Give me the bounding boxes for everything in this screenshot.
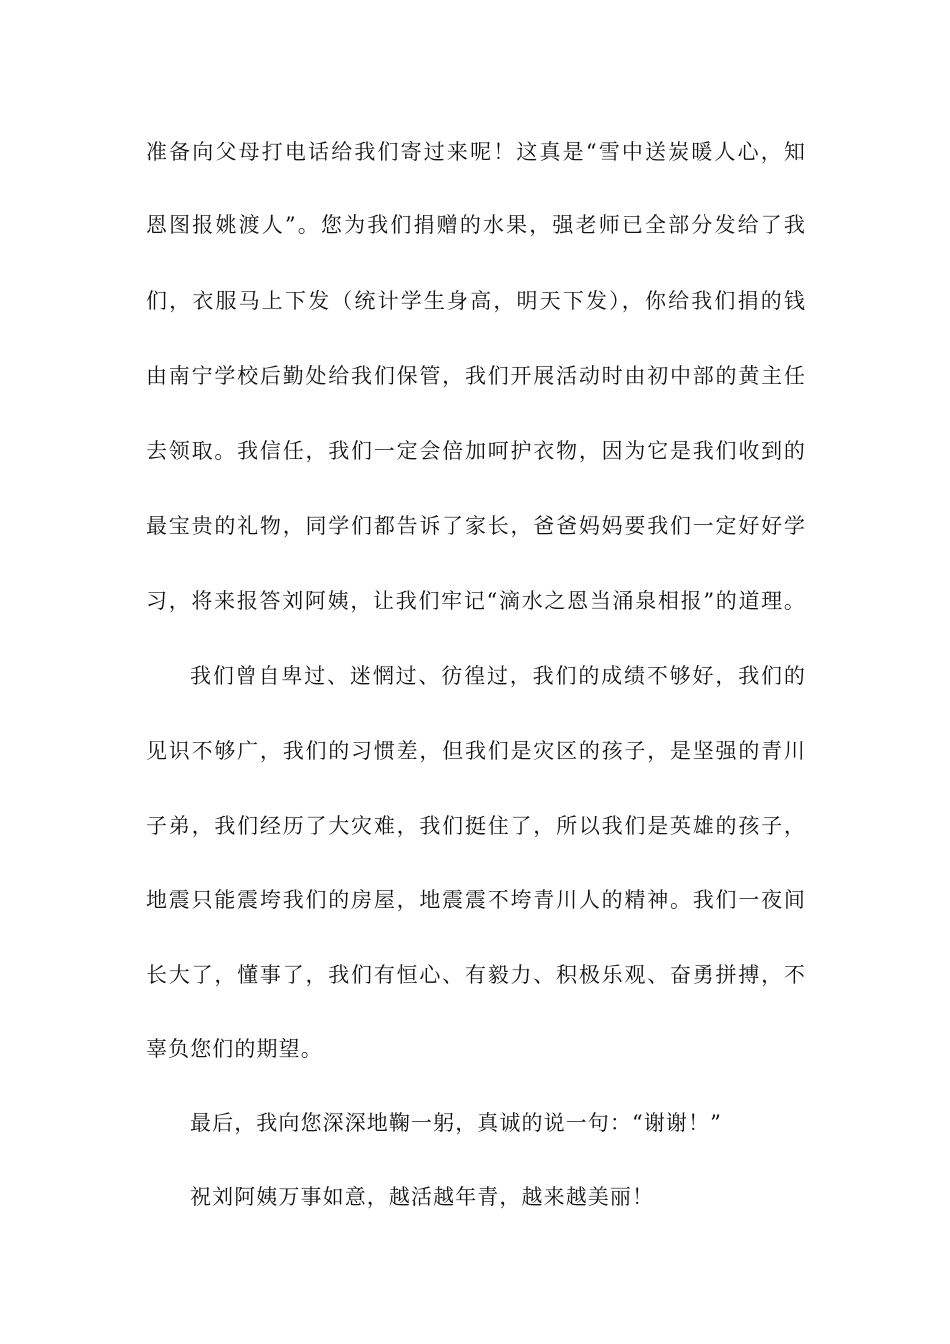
paragraph-first-line: 最后，我向您深深地鞠一躬，真诚的说一句：“谢谢！” <box>190 1111 722 1135</box>
closing-line: 祝刘阿姨万事如意，越活越年青，越来越美丽！ <box>190 1185 655 1209</box>
text-line: 地震只能震垮我们的房屋，地震震不垮青川人的精神。我们一夜间 <box>146 888 806 912</box>
text-line: 们，衣服马上下发（统计学生身高，明天下发），你给我们捐的钱 <box>146 289 806 313</box>
text-line: 由南宁学校后勤处给我们保管，我们开展活动时由初中部的黄主任 <box>146 364 806 388</box>
text-line: 习，将来报答刘阿姨，让我们牢记“滴水之恩当涌泉相报”的道理。 <box>146 589 806 613</box>
text-line: 最宝贵的礼物，同学们都告诉了家长，爸爸妈妈要我们一定好好学 <box>146 514 806 538</box>
text-line: 见识不够广，我们的习惯差，但我们是灾区的孩子，是坚强的青川 <box>146 739 806 763</box>
text-line: 辜负您们的期望。 <box>146 1037 323 1061</box>
paragraph-first-line: 我们曾自卑过、迷惘过、彷徨过，我们的成绩不够好，我们的 <box>190 664 806 688</box>
text-line: 长大了，懂事了，我们有恒心、有毅力、积极乐观、奋勇拼搏，不 <box>146 963 806 987</box>
text-line: 准备向父母打电话给我们寄过来呢！这真是“雪中送炭暖人心，知 <box>146 140 806 164</box>
text-line: 子弟，我们经历了大灾难，我们挺住了，所以我们是英雄的孩子， <box>146 814 806 838</box>
text-line: 去领取。我信任，我们一定会倍加呵护衣物，因为它是我们收到的 <box>146 439 806 463</box>
text-line: 恩图报姚渡人”。您为我们捐赠的水果，强老师已全部分发给了我 <box>146 213 806 237</box>
